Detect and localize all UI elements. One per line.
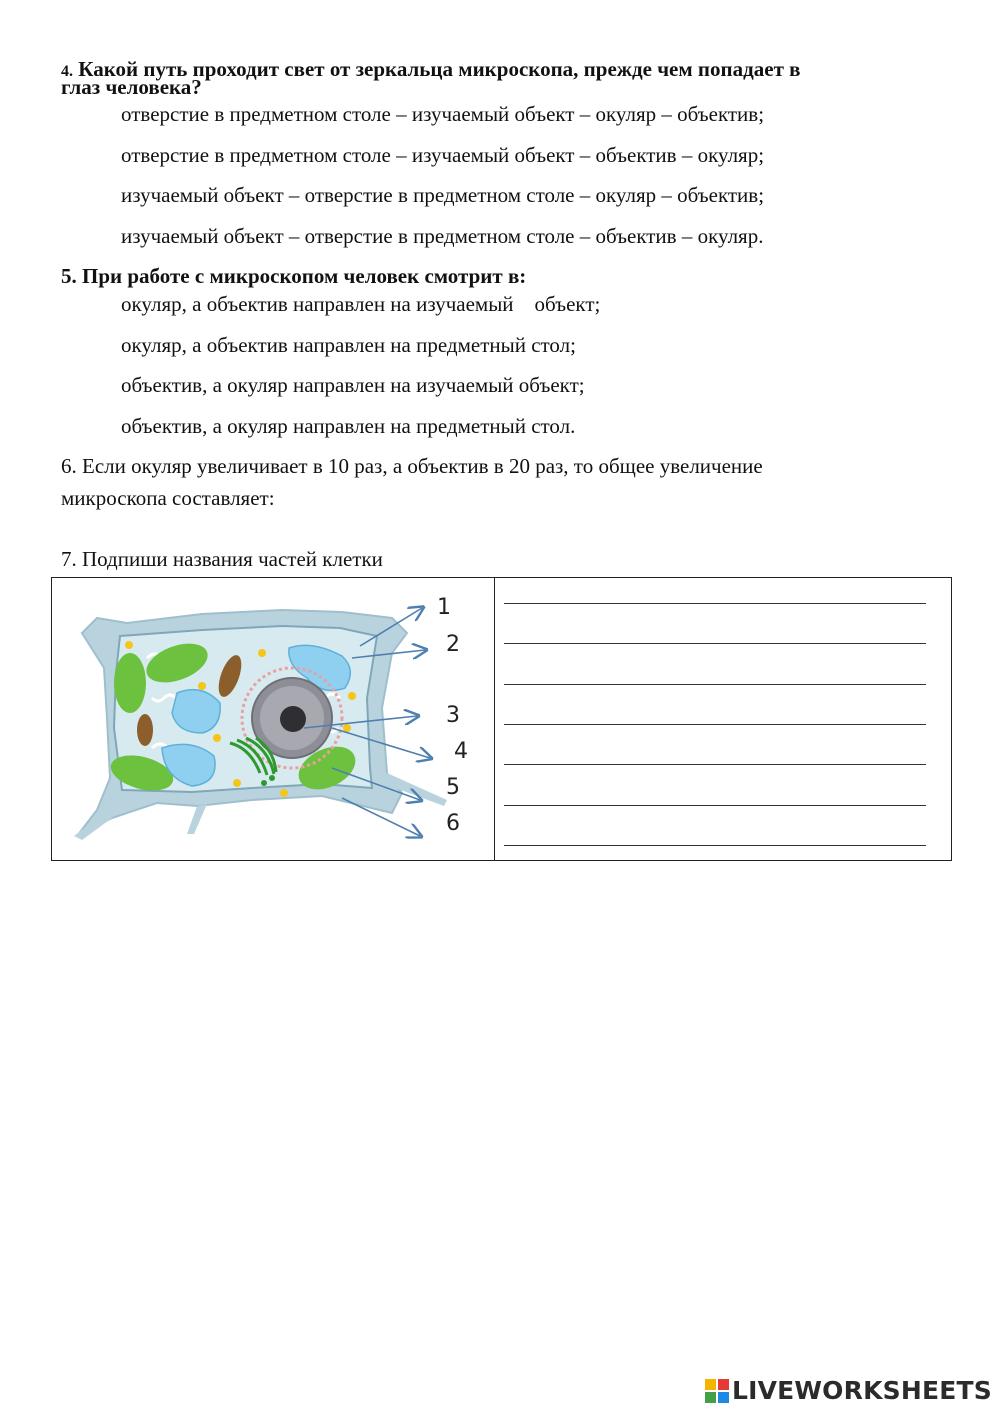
cell-label-6: 6	[446, 811, 460, 836]
q7-table	[51, 577, 952, 861]
q4-option-2[interactable]: отверстие в предметном столе – изучаемый объект – объектив – окуляр;	[121, 143, 765, 167]
answer-line-6[interactable]	[504, 805, 926, 806]
q4-option-4[interactable]: изучаемый объект – отверстие в предметном столе – объектив – окуляр.	[121, 224, 764, 248]
mitochondrion	[137, 714, 153, 746]
q7-title: 7. Подпиши названия частей клетки	[61, 547, 383, 571]
answer-line-1[interactable]	[504, 603, 926, 604]
cell-label-4: 4	[454, 739, 468, 764]
granule	[348, 692, 356, 700]
answer-line-4[interactable]	[504, 724, 926, 725]
nucleolus	[280, 706, 306, 732]
answer-line-7[interactable]	[504, 845, 926, 846]
q4-number: 4.	[61, 63, 73, 80]
cell-label-3: 3	[446, 703, 460, 728]
q4-option-1[interactable]: отверстие в предметном столе – изучаемый объект – окуляр – объектив;	[121, 102, 765, 126]
cell-wall-protrusion-bottom	[187, 804, 207, 834]
answer-line-2[interactable]	[504, 643, 926, 644]
logo-text: LIVEWORKSHEETS	[731, 1376, 992, 1405]
table-divider	[494, 578, 495, 860]
granule	[280, 789, 288, 797]
q6-text-line1: 6. Если окуляр увеличивает в 10 раз, а объектив в 20 раз, то общее увеличение	[61, 454, 763, 478]
granule	[258, 649, 266, 657]
plant-cell-diagram	[52, 578, 492, 860]
q6-text-line2: микроскопа составляет:	[61, 486, 275, 510]
granule	[343, 724, 351, 732]
vesicle	[269, 775, 275, 781]
granule	[125, 641, 133, 649]
vesicle	[261, 780, 267, 786]
vacuole	[172, 690, 220, 733]
q5-option-1[interactable]: окуляр, а объектив направлен на изучаемый объект;	[121, 292, 601, 316]
cell-label-5: 5	[446, 775, 460, 800]
q4-option-3[interactable]: изучаемый объект – отверстие в предметном столе – окуляр – объектив;	[121, 183, 765, 207]
cell-label-1: 1	[437, 595, 451, 620]
logo-icon	[704, 1378, 730, 1404]
q4-title-line1: Какой путь проходит свет от зеркальца микроскопа, прежде чем попадает в	[78, 57, 801, 81]
q5-title: 5. При работе с микроскопом человек смотрит в:	[61, 264, 527, 288]
chloroplast	[114, 653, 146, 713]
granule	[198, 682, 206, 690]
q5-option-2[interactable]: окуляр, а объектив направлен на предметный стол;	[121, 333, 576, 357]
answer-line-5[interactable]	[504, 764, 926, 765]
q5-option-4[interactable]: объектив, а окуляр направлен на предметный стол.	[121, 414, 576, 438]
q4-title-line2: глаз человека?	[61, 75, 202, 99]
granule	[233, 779, 241, 787]
q5-option-3[interactable]: объектив, а окуляр направлен на изучаемый объект;	[121, 373, 585, 397]
liveworksheets-logo[interactable]	[704, 1376, 992, 1405]
answer-line-3[interactable]	[504, 684, 926, 685]
granule	[213, 734, 221, 742]
cell-label-2: 2	[446, 632, 460, 657]
